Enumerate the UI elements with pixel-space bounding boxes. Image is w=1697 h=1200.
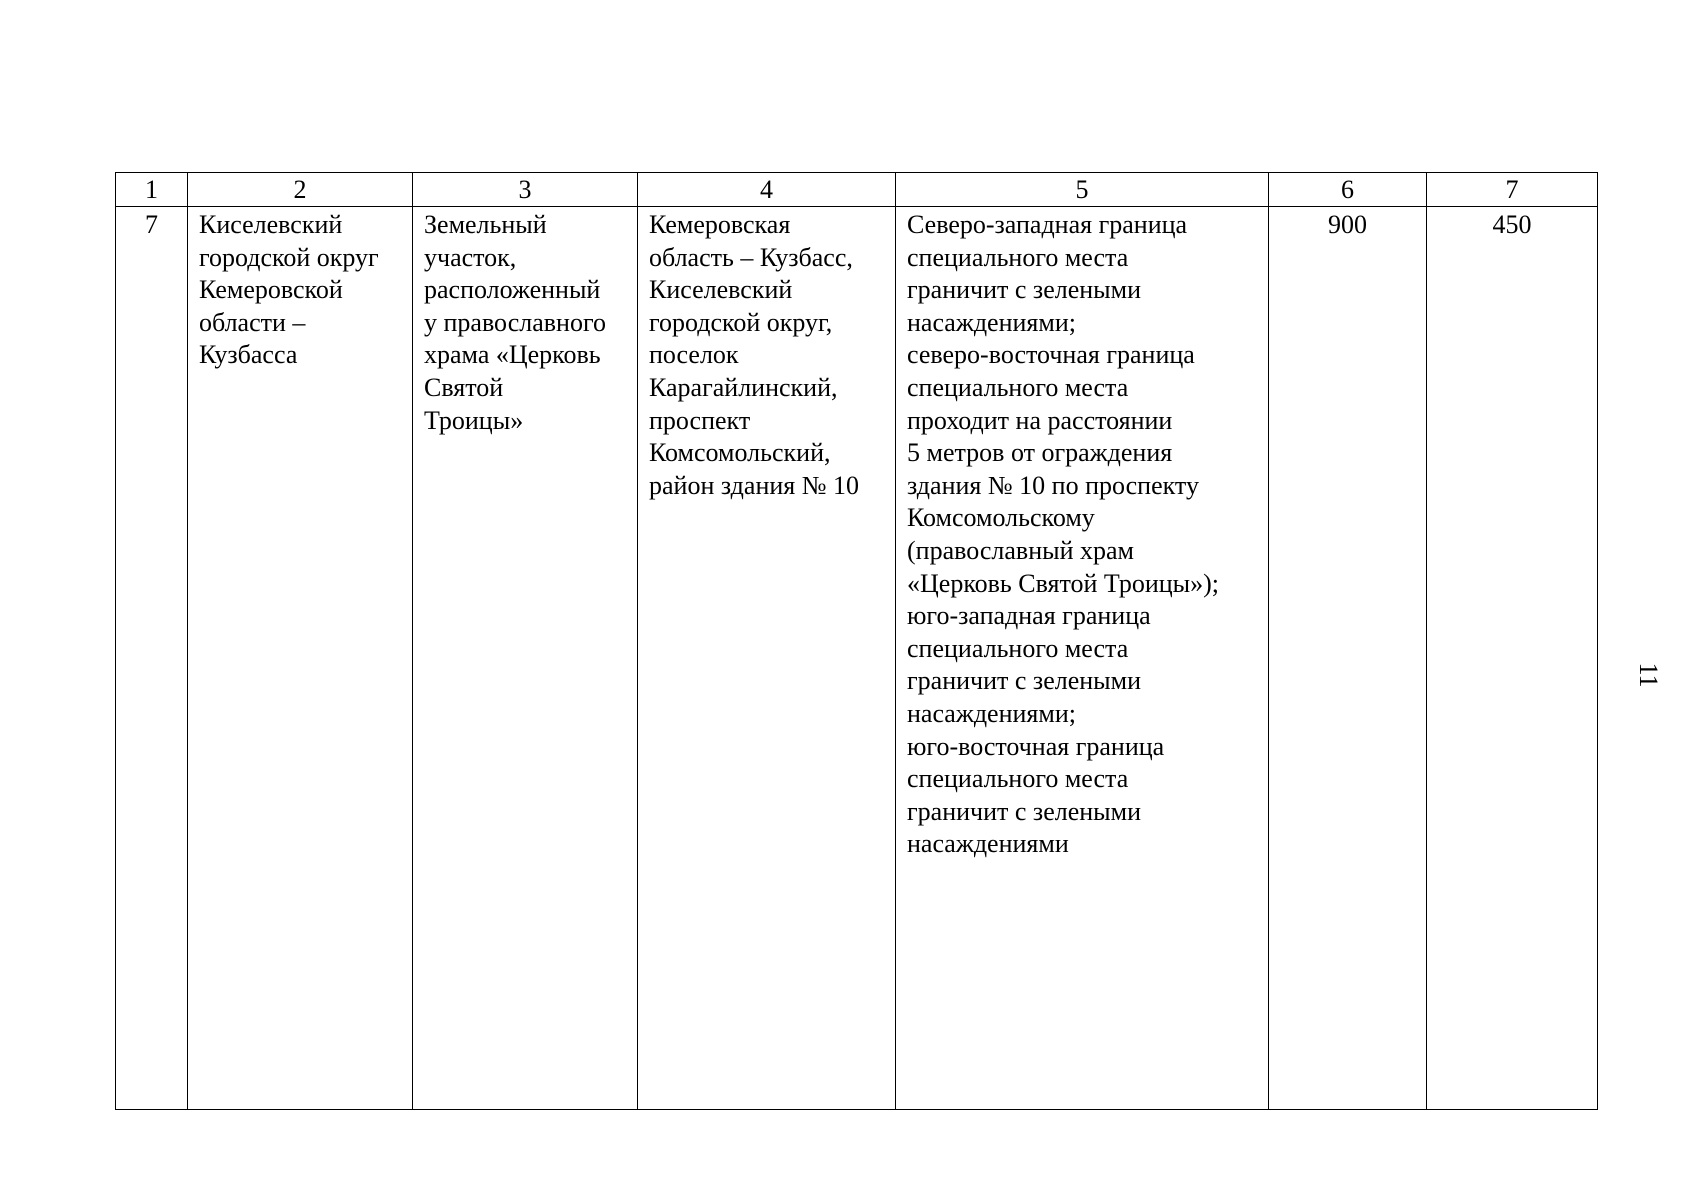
table-header-row bbox=[116, 173, 1598, 207]
object-cell bbox=[413, 207, 638, 1110]
column-header-5: 5 bbox=[896, 173, 1269, 207]
page-number: 11 bbox=[1634, 662, 1663, 688]
column-header-6: 6 bbox=[1269, 173, 1427, 207]
column-header-1: 1 bbox=[116, 173, 188, 207]
column-header-2: 2 bbox=[188, 173, 413, 207]
boundaries-cell bbox=[896, 207, 1269, 1110]
row-number-cell bbox=[116, 207, 188, 1110]
value-6-text: 900 bbox=[1328, 210, 1367, 239]
row-number: 7 bbox=[145, 210, 158, 239]
address-text: Кемеровская область – Кузбасс, Киселевский городской округ, поселок Карагайлинский, проспект Комсомольский, район здания № 10 bbox=[649, 210, 860, 500]
value-7-cell bbox=[1427, 207, 1598, 1110]
value-7-text: 450 bbox=[1492, 210, 1532, 239]
municipality-cell bbox=[188, 207, 413, 1110]
column-header-4: 4 bbox=[638, 173, 896, 207]
address-cell bbox=[638, 207, 896, 1110]
boundaries-text: Северо-западная граница специального места граничит с зелеными насаждениями; северо-восточная граница специального места проходит на расстоянии 5 метров от ограждения здания № 10 по проспекту Комсомольскому (православный храм «Церковь Святой Троицы»); юго-западная граница специального места граничит с зелеными насаждениями; юго-восточная граница специального места граничит с зелеными насаждениями bbox=[907, 210, 1219, 859]
table-row bbox=[116, 207, 1598, 1110]
special-places-table bbox=[115, 172, 1598, 1110]
value-6-cell bbox=[1269, 207, 1427, 1110]
column-header-7: 7 bbox=[1427, 173, 1598, 207]
municipality-text: Киселевский городской округ Кемеровской области – Кузбасса bbox=[199, 210, 379, 370]
object-text: Земельный участок, расположенный у православного храма «Церковь Святой Троицы» bbox=[424, 210, 606, 435]
column-header-3: 3 bbox=[413, 173, 638, 207]
